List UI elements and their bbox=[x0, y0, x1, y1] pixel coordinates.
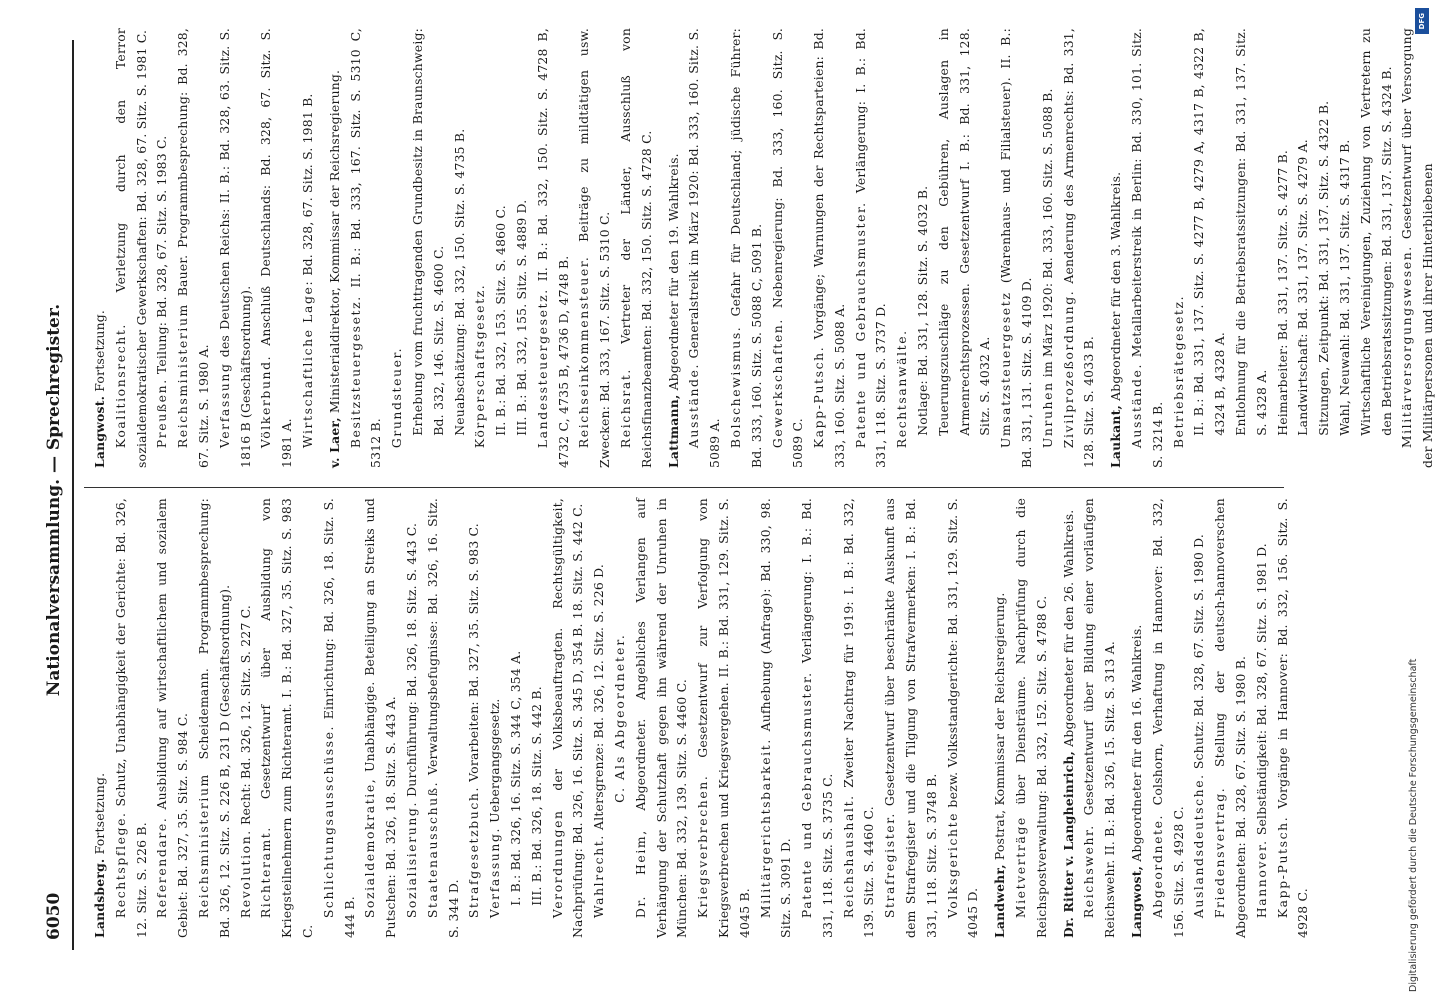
entry-text: III. B.: Bd. 332, 155. Sitz. S. 4889 D. bbox=[513, 199, 529, 436]
left-entry-heading bbox=[990, 498, 1011, 938]
entry-text: Neuabschätzung: Bd. 332, 150. Sitz. S. 4735 B. bbox=[451, 128, 467, 436]
left-entry-item bbox=[319, 498, 361, 938]
left-entry-item bbox=[1079, 498, 1121, 938]
right-entry-item bbox=[574, 28, 616, 468]
left-entry-item bbox=[839, 498, 881, 938]
entry-text: Recht: Bd. 326, 12. Sitz. S. 227 C. bbox=[237, 604, 253, 830]
entry-text: Ausbildung auf wirtschaftlichem und sozialem Gebiet: Bd. 327, 35. Sitz. S. 984 C. bbox=[154, 498, 191, 938]
right-entry-item bbox=[1314, 28, 1335, 468]
left-entry-item bbox=[256, 498, 318, 938]
entry-keyword: Ausstände. bbox=[1129, 362, 1145, 449]
entry-keyword: Wirtschaftliche Lage: bbox=[299, 279, 315, 449]
right-entry-item bbox=[1231, 28, 1273, 468]
entry-text: II. B.: Bd. 331, 137. Sitz. S. 4277 B, 4279 A, 4317 B, 4322 B, 4324 B, 4328 A. bbox=[1191, 28, 1228, 436]
entry-keyword: Verfassung. bbox=[487, 826, 503, 919]
left-entry-item bbox=[1189, 498, 1210, 938]
entry-keyword: Verfassung bbox=[216, 362, 232, 449]
dfg-logo bbox=[1415, 8, 1429, 34]
entry-keyword: Abgeordnete. bbox=[1149, 813, 1165, 919]
entry-text: Entlohnung für die Betriebsratssitzungen: Bd. 331, 137. Sitz. S. 4328 A. bbox=[1233, 28, 1269, 436]
entry-keyword: Lattmann, bbox=[665, 394, 681, 468]
entry-keyword: Völkerbund. bbox=[258, 354, 274, 449]
left-entry-item bbox=[111, 498, 153, 938]
left-entry-item bbox=[610, 498, 631, 938]
entry-text: Sitzungen, Zeitpunkt: Bd. 331, 137. Sitz. S. 4322 B. bbox=[1316, 100, 1332, 436]
left-column bbox=[84, 498, 1374, 938]
left-entry-item bbox=[880, 498, 942, 938]
right-entry-item bbox=[1038, 28, 1059, 468]
entry-keyword: Wahlrecht. bbox=[591, 834, 607, 919]
right-entry-item bbox=[491, 28, 512, 468]
entry-keyword: Preußen. bbox=[154, 378, 170, 449]
entry-text: II. B.: Bd. 332, 150. Sitz. S. 4728 B, 4732 C, 4735 B, 4736 D, 4748 B. bbox=[534, 28, 571, 468]
left-entry-item bbox=[1252, 498, 1273, 938]
right-entry-item bbox=[111, 28, 153, 468]
left-entry-item bbox=[797, 498, 839, 938]
entry-keyword: Verordnungen bbox=[549, 809, 565, 919]
entry-keyword: Reichshaushalt. bbox=[840, 794, 856, 919]
left-entry-heading bbox=[90, 498, 111, 938]
right-entry-item bbox=[684, 28, 726, 468]
left-entry-item bbox=[194, 498, 236, 938]
right-entry-item bbox=[809, 28, 851, 468]
entry-keyword: Schlichtungsausschüsse. bbox=[320, 724, 336, 919]
right-entry-heading bbox=[325, 28, 346, 468]
entry-text: Verletzung durch den Terror sozialdemokratischer Gewerkschaften: Bd. 328, 67. Sitz. S. 1981 C. bbox=[112, 28, 149, 468]
right-entry-item bbox=[387, 28, 408, 468]
entry-text: Bauer. Programmbesprechung: Bd. 328, 67. Sitz. S. 1980 A. bbox=[175, 28, 211, 468]
entry-text: C. Als Abgeordneter. bbox=[611, 633, 627, 803]
entry-text: Notlage: Bd. 331, 128. Sitz. S. 4032 B. bbox=[915, 185, 931, 436]
entry-text: Ministerialdirektor, Kommissar der Reichsregierung. bbox=[326, 69, 342, 418]
right-entry-item bbox=[1293, 28, 1314, 468]
entry-keyword: Zivilprozeßordnung. bbox=[1060, 289, 1076, 449]
dfg-logo-text: DFG bbox=[1418, 12, 1426, 30]
right-entry-item bbox=[256, 28, 298, 468]
right-entry-item bbox=[892, 28, 913, 468]
entry-text: Durchführung: Bd. 326, 18. Sitz. S. 443 C. bbox=[403, 522, 419, 801]
entry-keyword: v. Laer, bbox=[326, 417, 342, 468]
entry-keyword: Militärgerichtsbarkeit. bbox=[757, 738, 773, 919]
entry-text: über Diensträume. Nachprüfung durch die Reichspostverwaltung: Bd. 332, 152. Sitz. S. 4788 C. bbox=[1013, 498, 1049, 938]
entry-text: III. B.: Bd. 326, 18. Sitz. S. 442 B. bbox=[528, 686, 544, 906]
entry-text: (Warenhaus- und Filialsteuer). II. B.: Bd. 331, 131. Sitz. S. 4109 D. bbox=[998, 28, 1035, 468]
entry-text: Verlängerung: I. B.: Bd. 331, 118. Sitz. S. 3737 D. bbox=[852, 28, 889, 468]
left-entry-item bbox=[693, 498, 755, 938]
right-entry-item bbox=[1273, 28, 1294, 468]
entry-text: bezw. Volksstandgerichte: Bd. 331, 129. Sitz. S. 4045 D. bbox=[944, 498, 981, 938]
left-entry-item bbox=[464, 498, 485, 938]
entry-text: Gesetzentwurf über Bildung einer vorläufigen Reichswehr. II. B.: Bd. 326, 15. Sitz. S. 313 A. bbox=[1081, 498, 1118, 938]
entry-text: Schutz, Unabhängigkeit der Gerichte: Bd. 326, 12. Sitz. S. 226 B. bbox=[112, 498, 149, 938]
right-entry-item bbox=[298, 28, 319, 468]
left-entry-item bbox=[1011, 498, 1053, 938]
entry-keyword: Grundsteuer. bbox=[389, 346, 405, 449]
right-entry-item bbox=[726, 28, 768, 468]
entry-text: Nebenregierung: Bd. 333, 160. Sitz. S. 5089 C. bbox=[769, 28, 806, 468]
entry-text: der Volksbeauftragten. Rechtsgültigkeit, Nachprüfung: Bd. 326, 16. Sitz. S. 345 D, 354 B. 18. Sitz. S. 442 C. bbox=[549, 498, 586, 938]
left-entry-item bbox=[402, 498, 423, 938]
entry-text: Abgeordneter für den 26. Wahlkreis. bbox=[1060, 509, 1076, 751]
entry-text: Vorgänge; Warnungen der Rechtsparteien: Bd. 333, 160. Sitz. S. 5088 A. bbox=[811, 28, 847, 468]
left-entry-item bbox=[527, 498, 548, 938]
entry-text: Postrat, Kommissar der Reichsregierung. bbox=[992, 592, 1008, 865]
entry-text: Landwirtschaft: Bd. 331, 137. Sitz. S. 4279 A. bbox=[1295, 139, 1311, 436]
entry-text: Generalstreik im März 1920: Bd. 333, 160. Sitz. S. 5089 A. bbox=[686, 28, 723, 468]
entry-keyword: Reichseinkommensteuer. bbox=[576, 255, 592, 449]
entry-text: des Deutschen Reichs: II. B.: Bd. 328, 63. Sitz. S. 1816 B (Geschäftsordnung). bbox=[216, 28, 253, 468]
entry-text: Einrichtung: Bd. 326, 18. Sitz. S. 444 B. bbox=[320, 498, 357, 938]
right-entry-item bbox=[934, 28, 996, 468]
entry-keyword: Reichsministerium bbox=[175, 303, 191, 449]
entry-keyword: Sozialdemokratie, bbox=[362, 777, 378, 919]
right-entry-item bbox=[408, 28, 450, 468]
right-entry-item bbox=[1335, 28, 1356, 468]
entry-text: Vertreter der Länder, Ausschluß von Reichsfinanzbeamten: Bd. 332, 150. Sitz. S. 4728 C. bbox=[617, 28, 654, 468]
entry-text: Gesetzentwurf zur Verfolgung von Kriegsverbrechen und Kriegsvergehen. II. B.: Bd. 331, 129. Sitz. S. 4045 B. bbox=[695, 498, 752, 938]
entry-keyword: Besitzsteuergesetz. bbox=[347, 295, 363, 449]
entry-keyword: Landwehr, bbox=[992, 864, 1008, 938]
entry-text: Gesetzentwurf über Versorgung der Militärpersonen und ihrer Hinterbliebenen bbox=[1399, 28, 1436, 468]
left-entry-heading bbox=[1127, 498, 1148, 938]
entry-text: Stellung der deutsch-hannoverschen Abgeordneten: Bd. 328, 67. Sitz. S. 1980 B. bbox=[1212, 498, 1249, 938]
left-entry-item bbox=[1148, 498, 1190, 938]
right-entry-item bbox=[768, 28, 810, 468]
right-entry-item bbox=[1059, 28, 1101, 468]
entry-text: Unabhängige. Beteiligung an Streiks und Putschen: Bd. 326, 18. Sitz. S. 443 A. bbox=[362, 498, 399, 938]
entry-text: im März 1920: Bd. 333, 160. Sitz. S. 5088 B. bbox=[1039, 88, 1055, 382]
entry-keyword: Reichsministerium bbox=[195, 773, 211, 919]
entry-text: Heimarbeiter: Bd. 331, 137. Sitz. S. 4277 B. bbox=[1274, 149, 1290, 436]
entry-keyword: Hannover. bbox=[1253, 839, 1269, 919]
right-entry-item bbox=[215, 28, 257, 468]
entry-text: Aenderung des Armenrechts: Bd. 331, 128. Sitz. S. 4033 B. bbox=[1060, 28, 1097, 468]
entry-text: Metallarbeiterstreik in Berlin: Bd. 330, 101. Sitz. S. 3214 B. bbox=[1129, 28, 1165, 468]
left-entry-heading bbox=[1059, 498, 1080, 938]
left-entry-item bbox=[943, 498, 985, 938]
entry-keyword: Kriegsverbrechen. bbox=[695, 774, 711, 919]
entry-keyword: Landessteuergesetz. bbox=[534, 288, 550, 449]
entry-text: Gesetzentwurf über Ausbildung von Kriegsteilnehmern zum Richteramt. I. B.: Bd. 327, 35. Sitz. S. 983 C. bbox=[258, 498, 315, 938]
left-entry-item bbox=[236, 498, 257, 938]
entry-keyword: Kapp-Putsch. bbox=[811, 345, 827, 449]
left-entry-item bbox=[506, 498, 527, 938]
entry-keyword: Rechtsanwälte. bbox=[894, 329, 910, 449]
left-entry-item bbox=[548, 498, 590, 938]
entry-text: Scheidemann. Programmbesprechung: Bd. 326, 12. Sitz. S. 226 B, 231 D (Geschäftsordnung). bbox=[195, 498, 232, 938]
entry-keyword: Betriebsrätegesetz. bbox=[1170, 294, 1186, 449]
left-entry-item bbox=[589, 498, 610, 938]
entry-keyword: Militärversorgungswesen. bbox=[1399, 245, 1415, 449]
entry-text: Erhebung vom fruchttragenden Grundbesitz in Braunschweig: Bd. 332, 146. Sitz. S. 4600 C. bbox=[409, 28, 446, 436]
entry-text: Abgeordneter für den 3. Wahlkreis. bbox=[1108, 171, 1124, 405]
right-entry-heading bbox=[664, 28, 685, 468]
entry-keyword: Strafgesetzbuch. bbox=[466, 785, 482, 919]
left-entry-item bbox=[423, 498, 465, 938]
header-rule bbox=[72, 40, 74, 950]
page-header bbox=[44, 30, 70, 970]
entry-keyword: Auslandsdeutsche. bbox=[1191, 773, 1207, 919]
entry-text: Vorarbeiten: Bd. 327, 35. Sitz. S. 983 C. bbox=[466, 523, 482, 786]
entry-keyword: Unruhen bbox=[1039, 381, 1055, 449]
entry-keyword: Patente und Gebrauchsmuster. bbox=[799, 671, 815, 919]
right-entry-item bbox=[512, 28, 533, 468]
entry-text: Schutz: Bd. 328, 67. Sitz. S. 1980 D. bbox=[1191, 533, 1207, 774]
entry-text: Wirtschaftliche Vereinigungen, Zuziehung von Vertretern zu den Betriebsratssitzungen: Bd. 331, 137. Sitz. S. 4324 B. bbox=[1357, 28, 1394, 436]
entry-keyword: Sozialisierung. bbox=[403, 801, 419, 919]
entry-text: Gesetzentwurf über beschränkte Auskunft aus dem Strafregister und die Tilgung von Strafvermerken: I. B.: Bd. 331, 118. Sitz. S. 3748 B. bbox=[882, 498, 939, 938]
right-entry-item bbox=[152, 28, 173, 468]
entry-text: Selbständigkeit: Bd. 328, 67. Sitz. S. 1981 D. bbox=[1253, 543, 1269, 840]
entry-keyword: Dr. Heim, bbox=[632, 829, 648, 919]
left-entry-item bbox=[631, 498, 693, 938]
entry-text: Vorgänge in Hannover: Bd. 332, 156. Sitz. S. 4928 C. bbox=[1274, 498, 1311, 938]
entry-text: Abgeordneter für den 16. Wahlkreis. bbox=[1129, 624, 1145, 866]
page-number: 6050 bbox=[44, 892, 64, 940]
entry-text: Teuerungszuschläge zu den Gebühren, Auslagen in Armenrechtsprozessen. Gesetzentwurf I. B.: Bd. 331, 128. Sitz. S. 4032 A. bbox=[935, 28, 993, 436]
right-entry-item bbox=[450, 28, 471, 468]
entry-text: Gefahr für Deutschland; jüdische Führer: Bd. 333, 160. Sitz. S. 5088 C, 5091 B. bbox=[727, 28, 764, 468]
entry-text: Beiträge zu mildtätigen usw. Zwecken: Bd. 333, 167. Sitz. S. 5310 C. bbox=[576, 28, 613, 468]
entry-text: Anschluß Deutschlands: Bd. 328, 67. Sitz. S. 1981 A. bbox=[258, 28, 295, 468]
entry-keyword: Mietverträge bbox=[1013, 816, 1029, 919]
entry-keyword: Langwost. bbox=[92, 395, 107, 468]
entry-keyword: Koalitionsrecht. bbox=[112, 323, 128, 449]
entry-text: Bd. 328, 67. Sitz. S. 1981 B. bbox=[299, 93, 315, 280]
entry-keyword: Referendare. bbox=[154, 816, 170, 919]
entry-text: Teilung: Bd. 328, 67. Sitz. S. 1983 C. bbox=[154, 135, 170, 379]
right-entry-item bbox=[533, 28, 575, 468]
entry-keyword: Reichsrat. bbox=[617, 368, 633, 449]
entry-text: Abgeordneter für den 19. Wahlkreis. bbox=[665, 153, 681, 395]
entry-keyword: Langwost, bbox=[1129, 865, 1145, 938]
column-divider bbox=[84, 487, 1284, 488]
entry-text: Uebergangsgesetz. bbox=[487, 698, 503, 827]
dfg-funding-note: Digitalisierung gefördert durch die Deutsche Forschungsgemeinschaft bbox=[1408, 658, 1419, 992]
running-title: Nationalversammlung. — Sprechregister. bbox=[44, 303, 64, 697]
left-entry-item bbox=[485, 498, 506, 938]
right-entry-item bbox=[470, 28, 491, 468]
entry-keyword: Volksgerichte bbox=[944, 811, 960, 919]
entry-text: Zweiter Nachtrag für 1919: I. B.: Bd. 332, 139. Sitz. S. 4460 C. bbox=[840, 498, 877, 938]
entry-keyword: Landsberg. bbox=[92, 858, 107, 938]
entry-keyword: Strafregister. bbox=[882, 812, 898, 919]
entry-keyword: Patente und Gebrauchsmuster. bbox=[852, 201, 868, 449]
right-entry-item bbox=[1169, 28, 1190, 468]
entry-keyword: Revolution. bbox=[237, 829, 253, 919]
entry-keyword: Umsatzsteuergesetz bbox=[998, 291, 1014, 449]
right-column bbox=[84, 28, 1436, 468]
entry-keyword: Staatenausschuß. bbox=[424, 780, 440, 919]
entry-text: II. B.: Bd. 333, 167. Sitz. S. 5310 C, 5312 B. bbox=[347, 28, 384, 468]
right-entry-item bbox=[1127, 28, 1169, 468]
left-entry-item bbox=[1210, 498, 1252, 938]
entry-text: Verlängerung: I. B.: Bd. 331, 118. Sitz. S. 3735 C. bbox=[799, 498, 835, 938]
entry-keyword: Reichswehr. bbox=[1081, 824, 1097, 919]
right-entry-item bbox=[1356, 28, 1398, 468]
right-entry-item bbox=[173, 28, 215, 468]
left-entry-item bbox=[360, 498, 402, 938]
entry-text: Abgeordneter. Angebliches Verlangen auf Verhängung der Schutzhaft gegen ihn während der Unruhen in München: Bd. 332, 139. Sitz. S. 4460 C. bbox=[632, 497, 690, 938]
left-entry-item bbox=[756, 498, 798, 938]
entry-text: Altersgrenze: Bd. 326, 12. Sitz. S. 226 D. bbox=[591, 564, 607, 835]
entry-keyword: Friedensvertrag. bbox=[1212, 786, 1228, 919]
right-entry-item bbox=[346, 28, 388, 468]
entry-text: Verwaltungsbefugnisse: Bd. 326, 16. Sitz. S. 344 D. bbox=[424, 498, 461, 938]
right-entry-item bbox=[851, 28, 893, 468]
right-entry-item bbox=[1189, 28, 1231, 468]
entry-keyword: Laukant, bbox=[1108, 404, 1124, 468]
entry-keyword: Ausstände. bbox=[686, 362, 702, 449]
entry-text: I. B.: Bd. 326, 16. Sitz. S. 344 C, 354 A. bbox=[507, 650, 523, 906]
entry-keyword: Richteramt. bbox=[258, 826, 274, 919]
entry-text: Aufhebung (Anfrage): Bd. 330, 98. Sitz. S. 3091 D. bbox=[757, 498, 794, 938]
left-entry-item bbox=[1273, 498, 1315, 938]
left-entry-item bbox=[152, 498, 194, 938]
entry-keyword: Rechtspflege. bbox=[112, 811, 128, 919]
entry-keyword: Körperschaftsgesetz. bbox=[472, 283, 488, 449]
entry-keyword: Bolschewismus. bbox=[727, 325, 743, 449]
entry-text: Colshorn, Verhaftung in Hannover: Bd. 332, 156. Sitz. S. 4928 C. bbox=[1149, 498, 1186, 938]
right-entry-heading bbox=[90, 28, 111, 468]
entry-keyword: Dr. Ritter v. Langheinrich, bbox=[1060, 750, 1076, 938]
right-entry-item bbox=[616, 28, 658, 468]
entry-text: Fortsetzung. bbox=[92, 309, 107, 396]
right-entry-item bbox=[996, 28, 1038, 468]
entry-text: II. B.: Bd. 332, 153. Sitz. S. 4860 C. bbox=[493, 205, 509, 436]
right-entry-heading bbox=[1106, 28, 1127, 468]
entry-text: Fortsetzung. bbox=[92, 772, 107, 859]
entry-keyword: Gewerkschaften. bbox=[769, 318, 785, 449]
entry-keyword: Kapp-Putsch. bbox=[1274, 815, 1290, 919]
entry-text: Wahl, Neuwahl: Bd. 331, 137. Sitz. S. 4317 B. bbox=[1337, 139, 1353, 436]
right-entry-item bbox=[913, 28, 934, 468]
